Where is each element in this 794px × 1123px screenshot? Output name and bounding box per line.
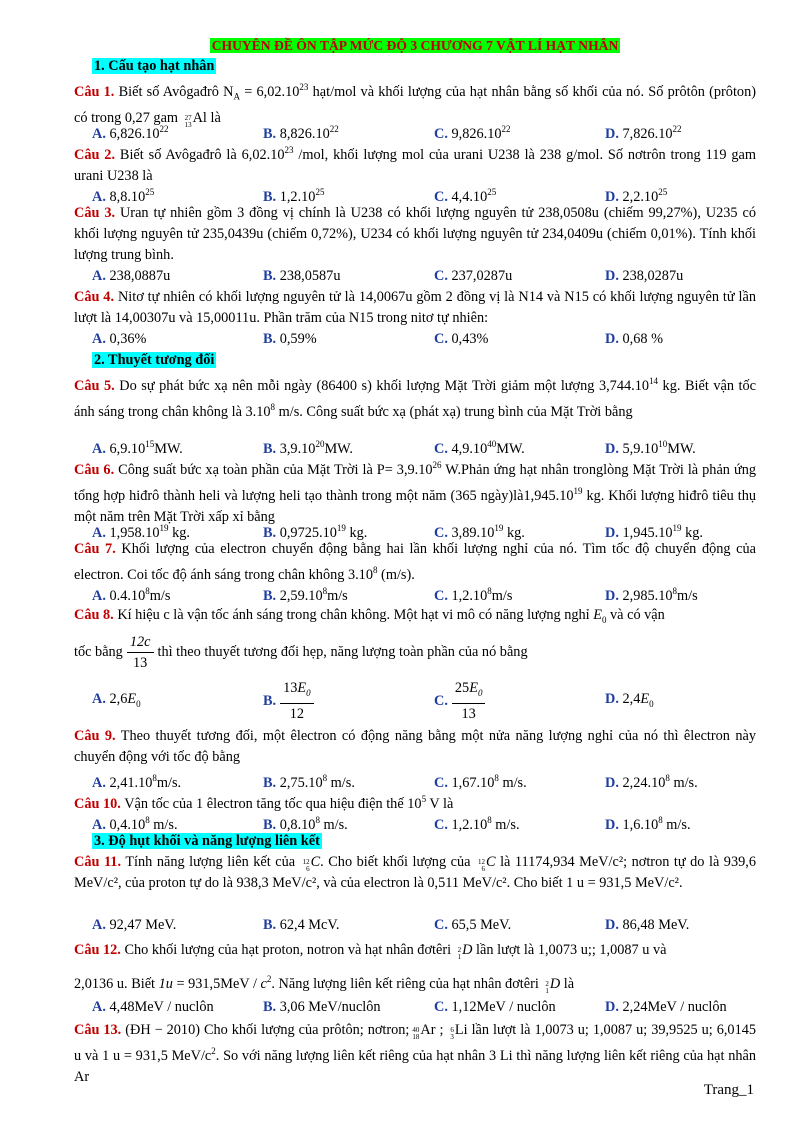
question-1: Câu 1. Biết số Avôgađrô $N_A = 6,02.10^{23}$ hạt/mol và khối lượng của hạt nhân bằng số khối của nó. Số prôtôn (prôton) có trong 0,27 gam 27 13 Al là (74, 82, 756, 129)
option-a[interactable]: A. 0,4.10$^8$ m/s. (92, 815, 178, 833)
question-label: Câu 1. (74, 83, 115, 100)
answer-options (74, 676, 756, 726)
option-a[interactable]: A. 0,36% (92, 331, 147, 347)
option-c[interactable]: C. 4,9.10$^{40}$MW. (434, 439, 525, 457)
option-a[interactable]: A. 238,0887u (92, 268, 171, 284)
question-11: Câu 11. Tính năng lượng liên kết của 12 6 C. Cho biết khối lượng của 12 6 C là 11174,934 MeV/c²; nơtron tự do là 939,6 MeV/c², của proton tự do là 938,3 MeV/c², và của electron là 0,511 MeV/c². Cho biết 1 u = 931,5 MeV/c². (74, 854, 756, 891)
option-d[interactable]: D. 7,826.10$^{22}$ (605, 124, 682, 142)
nuclide-symbol: 2 1 (457, 946, 462, 961)
document-title: CHUYÊN ĐỀ ÔN TẬP MỨC ĐỘ 3 CHƯƠNG 7 VẬT LÍ HẠT NHÂN (211, 38, 619, 53)
option-b[interactable]: B. 3,06 MeV/nuclôn (263, 999, 381, 1015)
speed-fraction: $\frac{12c}{13}$ (127, 632, 154, 673)
question-label: Câu 6. (74, 461, 115, 478)
question-label: Câu 10. (74, 795, 121, 812)
answer-options (74, 119, 756, 140)
option-c[interactable]: C. 65,5 MeV. (434, 917, 512, 933)
option-b[interactable]: B. 0,59% (263, 331, 317, 347)
option-c[interactable]: C. 1,12MeV / nuclôn (434, 999, 556, 1015)
option-b[interactable]: B. 2,75.10$^8$ m/s. (263, 773, 355, 791)
question-label: Câu 11. (74, 854, 122, 870)
option-d[interactable]: D. 2,2.10$^{25}$ (605, 187, 668, 205)
nuclide-symbol: 40 18 (412, 1026, 420, 1041)
option-a[interactable]: A. 1,958.10$^{19}$ kg. (92, 523, 190, 541)
answer-options (74, 994, 756, 1020)
page-number: Trang_1 (703, 1082, 754, 1098)
option-d[interactable]: D. 2,985.10$^8$m/s (605, 586, 698, 604)
answer-options (74, 518, 756, 539)
question-label: Câu 4. (74, 289, 115, 305)
question-13: Câu 13. (ĐH − 2010) Cho khối lượng của prôtôn; nơtron; 40 18 Ar ; 6 3 Li lần lượt là 1,0073 u; 1,0087 u; 39,9525 u; 6,0145 u và 1 u = 931,5 MeV/$c^2$. So với năng lượng liên kết riêng của hạt nhân 3 Li thì năng lượng liên kết riêng của hạt nhân Ar (74, 1022, 757, 1085)
answer-options (74, 810, 756, 831)
option-c[interactable]: C. 0,43% (434, 331, 489, 347)
section-heading: 2. Thuyết tương đối (94, 352, 215, 368)
question-7: Câu 7. Khối lượng của electron chuyển động bằng hai lần khối lượng nghỉ của nó. Tìm tốc độ chuyển động của electron. Coi tốc độ ánh sáng trong chân không 3.10$^8$ (m/s). (74, 541, 756, 583)
option-d[interactable]: D. 1,945.10$^{19}$ kg. (605, 523, 703, 541)
option-d[interactable]: D. $2,4E_0$ (605, 690, 654, 709)
question-label: Câu 5. (74, 377, 115, 394)
nuclide-symbol: 12 6 (478, 858, 485, 873)
option-c[interactable]: C. 9,826.10$^{22}$ (434, 124, 511, 142)
section-heading: 3. Độ hụt khối và năng lượng liên kết (94, 833, 320, 849)
question-5: Câu 5. Do sự phát bức xạ nên mỗi ngày (86400 s) khối lượng Mặt Trời giảm một lượng 3,744.10$^{14}$ kg. Biết vận tốc ánh sáng trong chân không là 3.10$^8$ m/s. Công suất bức xạ (phát xạ) trung bình của Mặt Trời bằng (74, 376, 757, 420)
option-a[interactable]: A. 0.4.10$^8$m/s (92, 586, 171, 604)
question-label: Câu 8. (74, 607, 114, 623)
option-d[interactable]: D. 5,9.10$^{10}$MW. (605, 439, 696, 457)
answer-options (74, 266, 756, 287)
option-b[interactable]: B. 2,59.10$^8$m/s (263, 586, 348, 604)
question-label: Câu 9. (74, 728, 116, 744)
option-c[interactable]: C. 3,89.10$^{19}$ kg. (434, 523, 525, 541)
question-8: Câu 8. Kí hiệu c là vận tốc ánh sáng trong chân không. Một hạt vi mô có năng lượng nghỉ $E_0$ và có vận (74, 607, 665, 625)
question-10: Câu 10. Vận tốc của 1 êlectron tăng tốc qua hiệu điện thế $10^5$ V là (74, 794, 454, 812)
question-8-line-2: tốc bằng $\frac{12c}{13}$ thì theo thuyết tương đối hẹp, năng lượng toàn phần của nó bằng (74, 633, 528, 671)
option-b[interactable]: B. 0,8.10$^8$ m/s. (263, 815, 348, 833)
nuclide-symbol: 12 6 (302, 858, 310, 873)
question-12: Câu 12. Cho khối lượng của hạt proton, notron và hạt nhân đơtêri 2 1 D lần lượt là 1,0073 u;; 1,0087 u và (74, 942, 667, 961)
option-b[interactable]: B. 3,9.10$^{20}$MW. (263, 439, 353, 457)
option-b[interactable]: B. 8,826.10$^{22}$ (263, 124, 339, 142)
option-c[interactable]: C. 1,67.10$^8$ m/s. (434, 773, 527, 791)
answer-options (74, 768, 756, 789)
option-d[interactable]: D. 2,24.10$^8$ m/s. (605, 773, 698, 791)
section-heading: 1. Cấu tạo hạt nhân (94, 58, 215, 74)
option-a[interactable]: A. 4,48MeV / nuclôn (92, 999, 214, 1015)
question-3: Câu 3. Uran tự nhiên gồm 3 đồng vị chính là U238 có khối lượng nguyên tử 238,0508u (chiếm 99,27%), U235 có khối lượng nguyên tử 235,0439u (chiếm 0,72%), U234 có khối lượng nguyên tử 234,0409u (chiếm 0,01%). Tính khối lượng trung bình. (74, 205, 756, 263)
option-a[interactable]: A. 6,9.10$^{15}$MW. (92, 439, 183, 457)
document-page (74, 36, 756, 1083)
option-b[interactable]: B. 0,9725.10$^{19}$ kg. (263, 523, 368, 541)
option-a[interactable]: A. $2,6E_0$ (92, 690, 141, 709)
nuclide-symbol: 6 3 (450, 1026, 454, 1041)
question-4: Câu 4. Nitơ tự nhiên có khối lượng nguyên tử là 14,0067u gồm 2 đồng vị là N14 và N15 có khối lượng nguyên tử lần lượt là 14,00307u và 15,00011u. Phần trăm của N15 trong nitơ tự nhiên: (74, 289, 756, 326)
question-label: Câu 3. (74, 205, 116, 221)
option-c[interactable]: C. 237,0287u (434, 268, 513, 284)
option-d[interactable]: D. 238,0287u (605, 268, 684, 284)
option-b[interactable]: B. 62,4 McV. (263, 917, 340, 933)
answer-options (74, 581, 756, 602)
question-12-line-2: 2,0136 u. Biết $1u = 931,5MeV / c^2$. Năng lượng liên kết riêng của hạt nhân đơtêri 2 1 D là (74, 974, 575, 995)
nuclide-symbol: 27 13 (184, 113, 192, 129)
option-c[interactable]: C. 1,2.10$^8$m/s (434, 586, 513, 604)
answer-options (74, 182, 756, 203)
question-label: Câu 12. (74, 942, 121, 958)
option-a[interactable]: A. 2,41.10$^8$m/s. (92, 773, 182, 791)
question-label: Câu 13. (74, 1022, 122, 1038)
option-a[interactable]: A. 8,8.10$^{25}$ (92, 187, 155, 205)
option-d[interactable]: D. 2,24MeV / nuclôn (605, 999, 727, 1015)
question-2: Câu 2. Biết số Avôgađrô là 6,02.10$^{23}$ /mol, khối lượng mol của urani U238 là 238 g/mol. Số nơtrôn trong 119 gam urani U238 là (74, 145, 756, 184)
answer-options (74, 434, 756, 455)
option-d[interactable]: D. 86,48 MeV. (605, 917, 690, 933)
answer-options (74, 329, 756, 350)
option-c[interactable]: C. $\frac{25E_0}{13}$ (434, 677, 605, 725)
option-d[interactable]: D. 1,6.10$^8$ m/s. (605, 815, 691, 833)
option-b[interactable]: B. 1,2.10$^{25}$ (263, 187, 325, 205)
option-d[interactable]: D. 0,68 % (605, 331, 663, 347)
question-6: Câu 6. Công suất bức xạ toàn phần của Mặt Trời là $P= 3,9.10^{26}$ W.Phản ứng hạt nhân tronglòng Mặt Trời là phản ứng tổng hợp hiđrô thành heli và lượng heli tạo thành trong một năm (365 ngày)là1,945.10$^{19}$ kg. Khối lượng hiđrô tiêu thụ một năm trên Mặt Trời xấp xỉ bằng (74, 460, 756, 525)
option-c[interactable]: C. 4,4.10$^{25}$ (434, 187, 497, 205)
answer-options (74, 915, 756, 936)
option-c[interactable]: C. 1,2.10$^8$ m/s. (434, 815, 520, 833)
option-b[interactable]: B. 238,0587u (263, 268, 341, 284)
question-label: Câu 7. (74, 541, 116, 557)
question-9: Câu 9. Theo thuyết tương đối, một êlectron có động năng bằng một nửa năng lượng nghỉ của nó thì êlectron này chuyển động với tốc độ bằng (74, 728, 756, 765)
option-a[interactable]: A. 92,47 MeV. (92, 917, 177, 933)
option-a[interactable]: A. 6,826.10$^{22}$ (92, 124, 169, 142)
nuclide-symbol: 2 1 (545, 979, 549, 995)
option-b[interactable]: B. $\frac{13E_0}{12}$ (263, 677, 434, 725)
question-label: Câu 2. (74, 146, 116, 163)
